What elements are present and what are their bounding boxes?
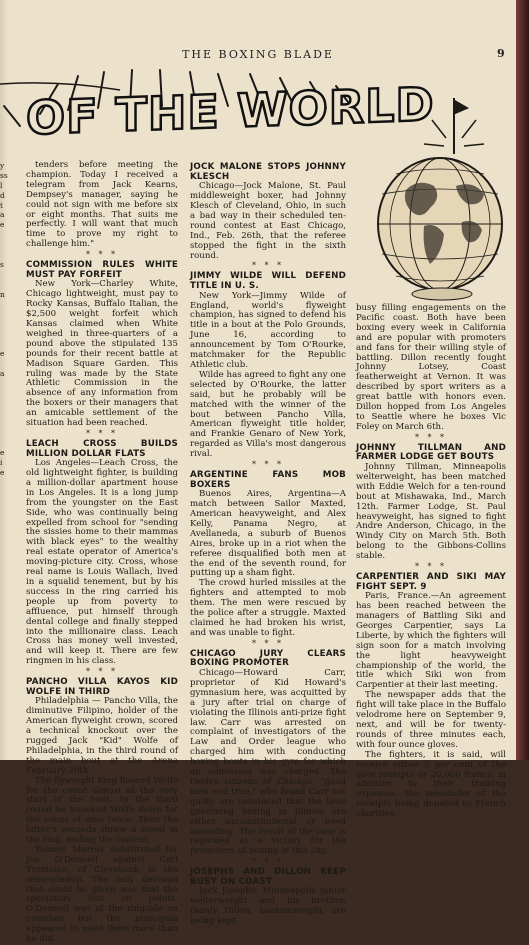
left-margin-fragment — [0, 299, 14, 309]
left-margin-fragment: i — [0, 457, 3, 467]
section-divider-stars: * * * — [85, 667, 119, 677]
article-paragraph: Tommy Murray substituted for Joe O'Donnell against Carl Tremaine, of Cleveland, in the semi-windup. The only decision that could be given was that the spectators lost on points. O'Donnell was at the ringside on crutches but the principals appeared to need them more than he did. — [26, 844, 178, 945]
left-margin-fragment — [0, 359, 14, 369]
globe-illustration — [372, 94, 512, 304]
article-paragraph: Chicago—Howard Carr, proprietor of Kid Howard's gymnasium here, was acquitted by a jury after trial on charge of violating the Illinois anti-prize fight law. Carr was arrested on complaint of investigators of the Law and Order league who charged him with conducting boxing bouts in his gym for which an admission was charged. The twelve citizens of Chicago, "good men and true," who found Carr not guilty are convinced that the laws governing boxing in Illinois are either unconstitutional or need amending. The result of the case is regarded as a victory for the promoters of boxing in this city. — [190, 668, 346, 857]
left-margin-fragments — [0, 161, 14, 751]
banner-title: OF THE WORLD — [26, 76, 435, 146]
article-paragraph: Jack Josephs, Minneapolis junior welterweight and his brother, Dandy Dillon, bantamweight, are being kept — [190, 886, 346, 927]
left-margin-fragment: ss — [0, 170, 8, 180]
article-paragraph: The crowd hurled missiles at the fighters and attempted to mob them. The men were rescued by the police after a struggle. Maxted claimed he had broken his wrist, and was unable to fight. — [190, 578, 346, 638]
left-margin-fragment — [0, 428, 14, 438]
left-margin-fragment — [0, 408, 14, 418]
article-headline: ARGENTINE FANS MOB BOXERS — [190, 470, 346, 490]
article-headline: JOCK MALONE STOPS JOHNNY KLESCH — [190, 162, 346, 182]
left-margin-fragment — [0, 478, 14, 488]
left-margin-fragment: n — [0, 289, 5, 299]
left-margin-fragment — [0, 329, 14, 339]
article-headline: CARPENTIER AND SIKI MAY FIGHT SEPT. 9 — [356, 572, 506, 592]
left-margin-fragment: e — [0, 220, 5, 230]
left-margin-fragment — [0, 398, 14, 408]
article-column-2 — [190, 161, 346, 927]
section-divider-stars: * * * — [251, 638, 285, 648]
section-divider-stars: * * * — [414, 432, 448, 442]
left-margin-fragment — [0, 379, 14, 389]
left-margin-fragment — [0, 309, 14, 319]
left-margin-fragment: l — [0, 180, 3, 190]
article-column-3 — [356, 304, 506, 820]
article-paragraph: Wilde has agreed to fight any one selected by O'Rourke, the latter said, but he probably will be matched with the winner of the bout between Pancho Villa, American flyweight title holder, and Frankie Genaro of New York, regarded as Villa's most dangerous rival. — [190, 369, 346, 460]
section-divider-stars: * * * — [251, 460, 285, 470]
article-paragraph: Paris, France.—An agreement has been reached between the managers of Battling Siki and Georges Carpentier, says La Liberte, by which the fighters will sign soon for a match involving the light heavyweight championship of the world, the title which Siki won from Carpentier at their last meeting. — [356, 591, 506, 691]
article-paragraph: New York—Charley White, Chicago lightweight, must pay to Rocky Kansas, Buffalo Italian, the $2,500 weight forfeit which Kansas claimed when White weighed in three-quarters of a pound above the stipulated 135 pounds for their recent battle at Madison Square Garden. This ruling was made by the State Athletic Commission in the absence of any information from the boxers or their managers that an amicable settlement of the situation had been reached. — [26, 279, 178, 429]
article-headline: JIMMY WILDE WILL DEFEND TITLE IN U. S. — [190, 271, 346, 292]
left-margin-fragment — [0, 319, 14, 329]
article-headline: PANCHO VILLA KAYOS KID WOLFE IN THIRD — [26, 677, 178, 697]
left-margin-fragment: t — [0, 200, 4, 210]
left-margin-fragment — [0, 487, 14, 497]
article-headline: JOHNNY TILLMAN AND FARMER LODGE GET BOUTS — [356, 442, 506, 463]
left-margin-fragment — [0, 240, 14, 250]
left-margin-fragment: e — [0, 447, 5, 457]
section-divider-stars: * * * — [251, 261, 285, 271]
left-margin-fragment — [0, 339, 14, 349]
article-column-1 — [26, 161, 178, 945]
left-margin-fragment: d — [0, 190, 5, 200]
left-margin-fragment — [0, 270, 14, 280]
left-margin-fragment — [0, 250, 14, 260]
section-divider-stars: * * * — [251, 857, 285, 867]
left-margin-fragment: e — [0, 348, 5, 358]
left-margin-fragment: e — [0, 467, 5, 477]
page-number: 9 — [497, 47, 505, 60]
section-divider-stars: * * * — [85, 250, 119, 260]
article-paragraph: tenders before meeting the champion. Today I received a telegram from Jack Kearns, Dempsey's manager, saying he could not sign with me before six or eight months. That suits me perfectly. I will want that much time to prove my right to challenge him." — [26, 160, 178, 250]
article-paragraph: New York—Jimmy Wilde of England, world's flyweight champion, has signed to defend his title in a bout at the Polo Grounds, June 16, according to announcement by Tom O'Rourke, matchmaker for the Republic Athletic club. — [190, 290, 346, 370]
article-paragraph: Philadelphia — Pancho Villa, the diminutive Filipino, holder of the American flyweight crown, scored a technical knockout over the rugged Jack "Kid" Wolfe of Philadelphia, in the third round of the main bout at the Arena February 20th. — [26, 696, 178, 776]
left-margin-fragment — [0, 230, 14, 240]
left-margin-fragment — [0, 418, 14, 428]
article-paragraph: Chicago—Jock Malone, St. Paul middleweight boxer, had Johnny Klesch of Cleveland, Ohio, in such a bad way in their scheduled ten-round contest at East Chicago, Ind., Feb. 26th, that the referee stopped the fight in the sixth round. — [190, 181, 346, 261]
article-headline: JOSEPHS AND DILLON KEEP BUSY ON COAST — [190, 867, 346, 887]
article-paragraph: The fighters, it is said, will receive either 5 per cent of the gate receipts or 20,000 francs, in addition to their training expenses, the remainder of the receipts being donated to French charities. — [356, 749, 506, 820]
article-headline: LEACH CROSS BUILDS MILLION DOLLAR FLATS — [26, 438, 178, 459]
running-title: THE BOXING BLADE — [182, 48, 334, 61]
article-headline: CHICAGO JURY CLEARS BOXING PROMOTER — [190, 648, 346, 669]
article-paragraph: busy filling engagements on the Pacific coast. Both have been boxing every week in California and are popular with promoters and fans for their willing style of battling. Dillon recently fought Johnny Lotsey, Coast featherweight at Vernon. It was described by sport writers as a great battle with honors even. Dillon hopped from Los Angeles to Seattle where he boxes Vic Foley on March 6th. — [356, 303, 506, 432]
section-divider-stars: * * * — [85, 428, 119, 438]
article-paragraph: Los Angeles—Leach Cross, the old lightweight fighter, is building a million-dollar apartment house in Los Angeles. It is a long jump from the youngster on the East Side, who was continually being expelled from school for "sending the sissies home to their mammas with black eyes" to the wealthy real estate operator of America's moving-picture city. Cross, whose real name is Louis Wallach, lived in a squalid tenement, but by his success in the ring carried his people up from poverty to affluence, put himself through dental college and finally stepped into the millionaire class. Leach Cross has money well invested, and will keep it. There are few ringmen in his class. — [26, 458, 178, 667]
left-margin-fragment: y — [0, 161, 5, 170]
article-paragraph: The flyweight king floored Wolfe for the count almost at the very start of the bout. In the third round he knocked Wolfe down for the count of nine twice. Then the latter's seconds threw a towel in the ring, ending the contest. — [26, 775, 178, 846]
article-paragraph: The newspaper adds that the fight will take place in the Buffalo velodrome here on September 9, next, and will be for twenty-rounds of three minutes each, with four ounce gloves. — [356, 690, 506, 750]
left-margin-fragment — [0, 438, 14, 448]
article-paragraph: Buenos Aires, Argentina—A match between Sailor Maxted, American heavyweight, and Alex Kelly, Panama Negro, at Avellaneda, a suburb of Buenos Aires, broke up in a riot when the referee disqualified both men at the end of the seventh round, for putting up a sham fight. — [190, 489, 346, 579]
book-binding — [516, 0, 529, 760]
left-margin-fragment: a — [0, 210, 5, 220]
left-margin-fragment — [0, 280, 14, 290]
article-paragraph: Johnny Tillman, Minneapolis welterweight, has been matched with Eddie Welch for a ten-round bout at Mishawaka, Ind., March 12th. Farmer Lodge, St. Paul heavyweight, has signed to fight Andre Anderson, Chicago, in the Windy City on March 5th. Both belong to the Gibbons-Collins stable. — [356, 461, 506, 562]
article-headline: COMMISSION RULES WHITE MUST PAY FORFEIT — [26, 260, 178, 280]
left-margin-fragment: s — [0, 259, 4, 269]
left-margin-fragment: a — [0, 368, 5, 378]
section-divider-stars: * * * — [414, 562, 448, 572]
left-margin-fragment — [0, 388, 14, 398]
